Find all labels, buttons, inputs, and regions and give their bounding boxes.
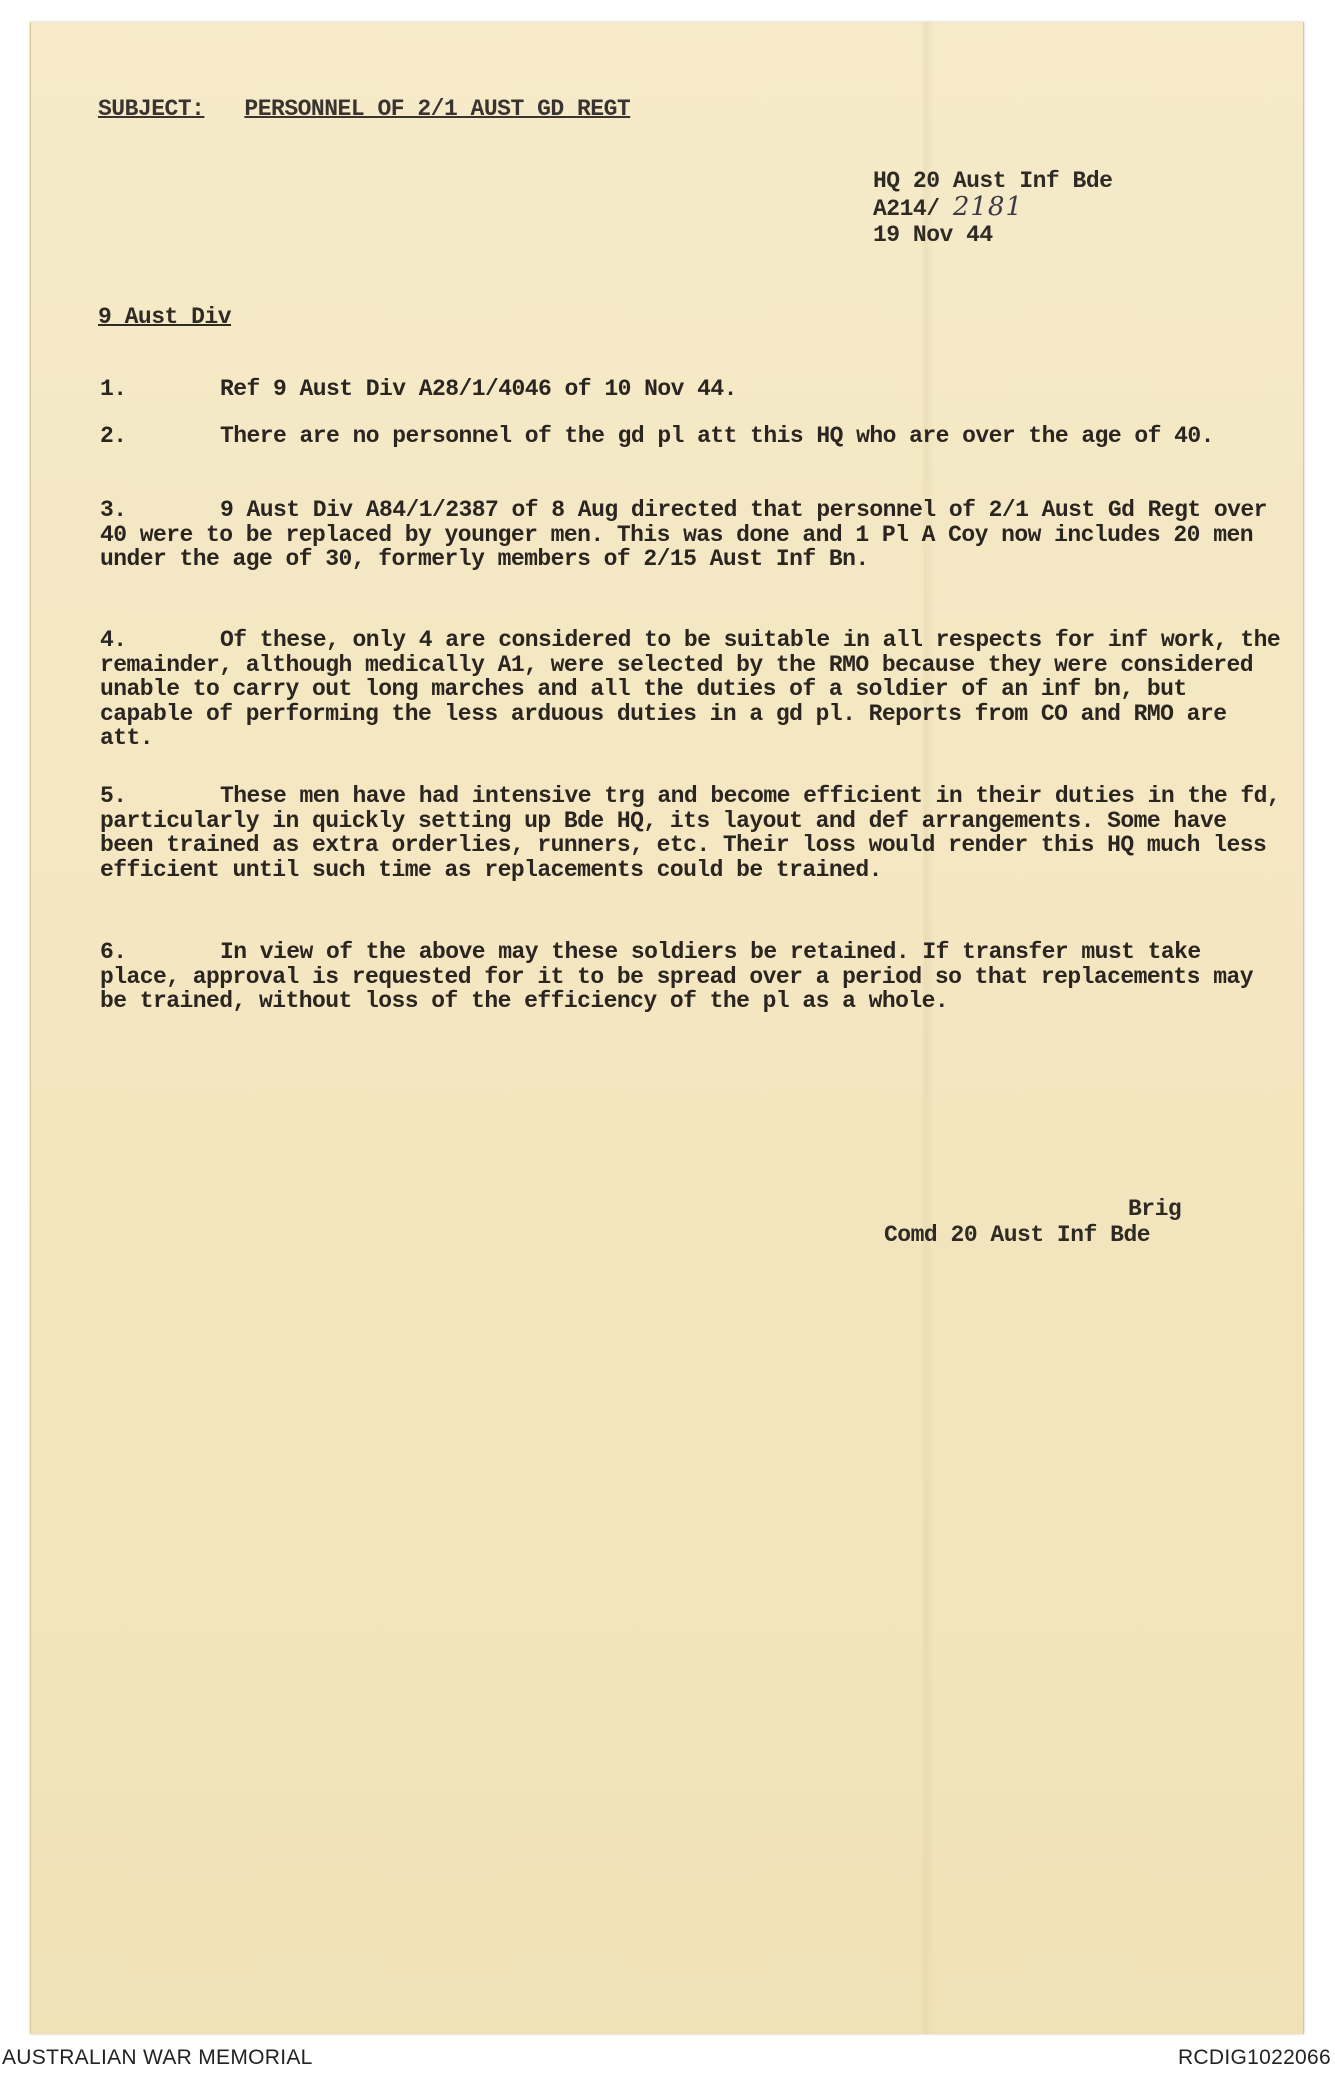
footer-catalogue-id: RCDIG1022066 <box>1177 2046 1331 2069</box>
paragraph-number: 5. <box>100 783 127 809</box>
paragraph-3 <box>100 498 1290 572</box>
signature-rank: Brig <box>1128 1196 1182 1222</box>
paragraph-text: There are no personnel of the gd pl att this HQ who are over the age of 40. <box>220 423 1214 449</box>
subject-label: SUBJECT: <box>98 96 205 122</box>
reference-handwritten: 2181 <box>952 192 1023 222</box>
header-unit: HQ 20 Aust Inf Bde <box>873 168 1113 194</box>
paragraph-6 <box>100 940 1290 1014</box>
signature-appointment: Comd 20 Aust Inf Bde <box>884 1222 1151 1248</box>
paragraph-number: 6. <box>100 939 127 965</box>
paragraph-4 <box>100 628 1290 751</box>
header-block <box>873 168 1112 248</box>
addressee: 9 Aust Div <box>98 304 232 330</box>
paragraph-1 <box>100 377 1290 402</box>
paragraph-text: These men have had intensive trg and become efficient in their duties in the fd, particularly in quickly setting up Bde HQ, its layout and def arrangements. Some have been trained as extra orderlies, runners, etc. Their loss would render this HQ much less efficient until such time as replacements could be trained. <box>100 783 1281 883</box>
paragraph-number: 1. <box>100 376 127 402</box>
paragraph-number: 3. <box>100 497 127 523</box>
paragraph-5 <box>100 784 1290 882</box>
reference-prefix: A214/ <box>873 196 940 222</box>
paragraph-text: Of these, only 4 are considered to be suitable in all respects for inf work, the remainder, although medically A1, were selected by the RMO because they were considered unable to carry out long marches and all the duties of a soldier of an inf bn, but capable of performing the less arduous duties in a gd pl. Reports from CO and RMO are att. <box>100 627 1281 751</box>
paragraph-number: 4. <box>100 627 127 653</box>
subject-line <box>98 96 630 122</box>
paragraph-number: 2. <box>100 423 127 449</box>
paragraph-text: In view of the above may these soldiers be retained. If transfer must take place, approval is requested for it to be spread over a period so that replacements may be trained, without loss of the efficiency of the pl as a whole. <box>100 939 1253 1014</box>
footer-institution: AUSTRALIAN WAR MEMORIAL <box>2 2046 313 2069</box>
header-reference <box>873 194 1112 222</box>
subject-text: PERSONNEL OF 2/1 AUST GD REGT <box>244 96 631 122</box>
header-date: 19 Nov 44 <box>873 222 993 248</box>
paragraph-2 <box>100 424 1290 449</box>
paragraph-text: Ref 9 Aust Div A28/1/4046 of 10 Nov 44. <box>220 376 737 402</box>
paragraph-text: 9 Aust Div A84/1/2387 of 8 Aug directed that personnel of 2/1 Aust Gd Regt over 40 were to be replaced by younger men. This was done and 1 Pl A Coy now includes 20 men under the age of 30, formerly members of 2/15 Aust Inf Bn. <box>100 497 1267 572</box>
